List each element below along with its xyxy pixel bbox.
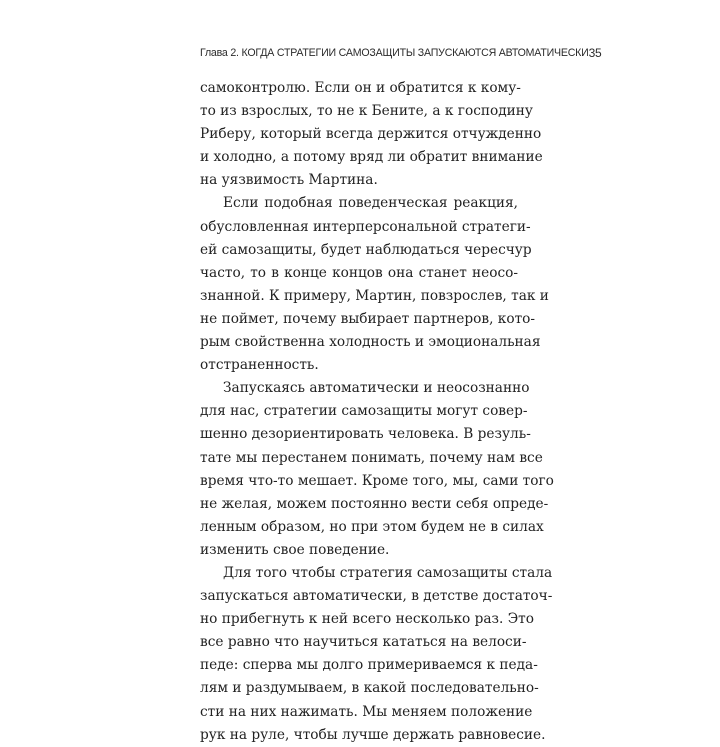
text-line: не желая, можем постоянно вести себя опреде- — [200, 495, 549, 512]
text-line: Если подобная поведенческая реакция, — [223, 195, 518, 212]
text-line: на уязвимость Мартина. — [200, 172, 378, 189]
text-line: педе: сперва мы долго примериваемся к педа- — [200, 657, 538, 674]
text-line: часто, то в конце концов она станет неосо- — [200, 264, 518, 281]
text-line: Риберу, который всегда держится отчужденно — [200, 126, 542, 143]
text-line: самоконтролю. Если он и обратится к кому- — [200, 80, 521, 96]
text-line: запускаться автоматически, в детстве достаточ- — [200, 588, 553, 605]
text-line: ей самозащиты, будет наблюдаться чересчур — [200, 241, 532, 258]
paragraph — [200, 562, 553, 747]
text-line: и холодно, а потому вряд ли обратит внимание — [200, 149, 543, 166]
text-line: лям и раздумываем, в какой последовательно- — [200, 680, 539, 697]
paragraph — [200, 77, 543, 192]
text-line: Для того чтобы стратегия самозащиты стала — [223, 564, 553, 581]
page-number: 35 — [588, 46, 602, 60]
text-line: шенно дезориентировать человека. В резуль- — [200, 426, 531, 443]
text-line: не поймет, почему выбирает партнеров, кото- — [200, 310, 536, 327]
text-line: знанной. К примеру, Мартин, повзрослев, так и — [200, 287, 549, 304]
text-line: сти на них нажимать. Мы меняем положение — [200, 703, 533, 720]
text-line: но прибегнуть к ней всего несколько раз. Это — [200, 611, 534, 628]
running-head — [200, 44, 602, 62]
text-line: все равно что научиться кататься на велоси- — [200, 634, 527, 651]
text-line: отстраненность. — [200, 357, 319, 374]
text-line: Запускаясь автоматически и неосознанно — [223, 380, 530, 397]
text-line: тате мы перестанем понимать, почему нам все — [200, 449, 543, 466]
text-line: рук на руле, чтобы лучше держать равновесие. — [200, 726, 546, 743]
text-line: рым свойственна холодность и эмоциональная — [200, 334, 541, 351]
text-line: изменить свое поведение. — [200, 541, 390, 558]
text-line: ленным образом, но при этом будем не в силах — [200, 518, 544, 535]
text-line: время что-то мешает. Кроме того, мы, сами того — [200, 472, 554, 489]
paragraph — [200, 377, 554, 562]
paragraph — [200, 192, 549, 377]
text-line: для нас, стратегии самозащиты могут совер- — [200, 403, 528, 420]
chapter-title: Глава 2. КОГДА СТРАТЕГИИ САМОЗАЩИТЫ ЗАПУСКАЮТСЯ АВТОМАТИЧЕСКИ — [200, 47, 589, 59]
text-line: обусловленная интерперсональной стратеги- — [200, 218, 531, 235]
text-line: то из взрослых, то не к Бените, а к господину — [200, 103, 533, 120]
body-text — [200, 77, 554, 747]
